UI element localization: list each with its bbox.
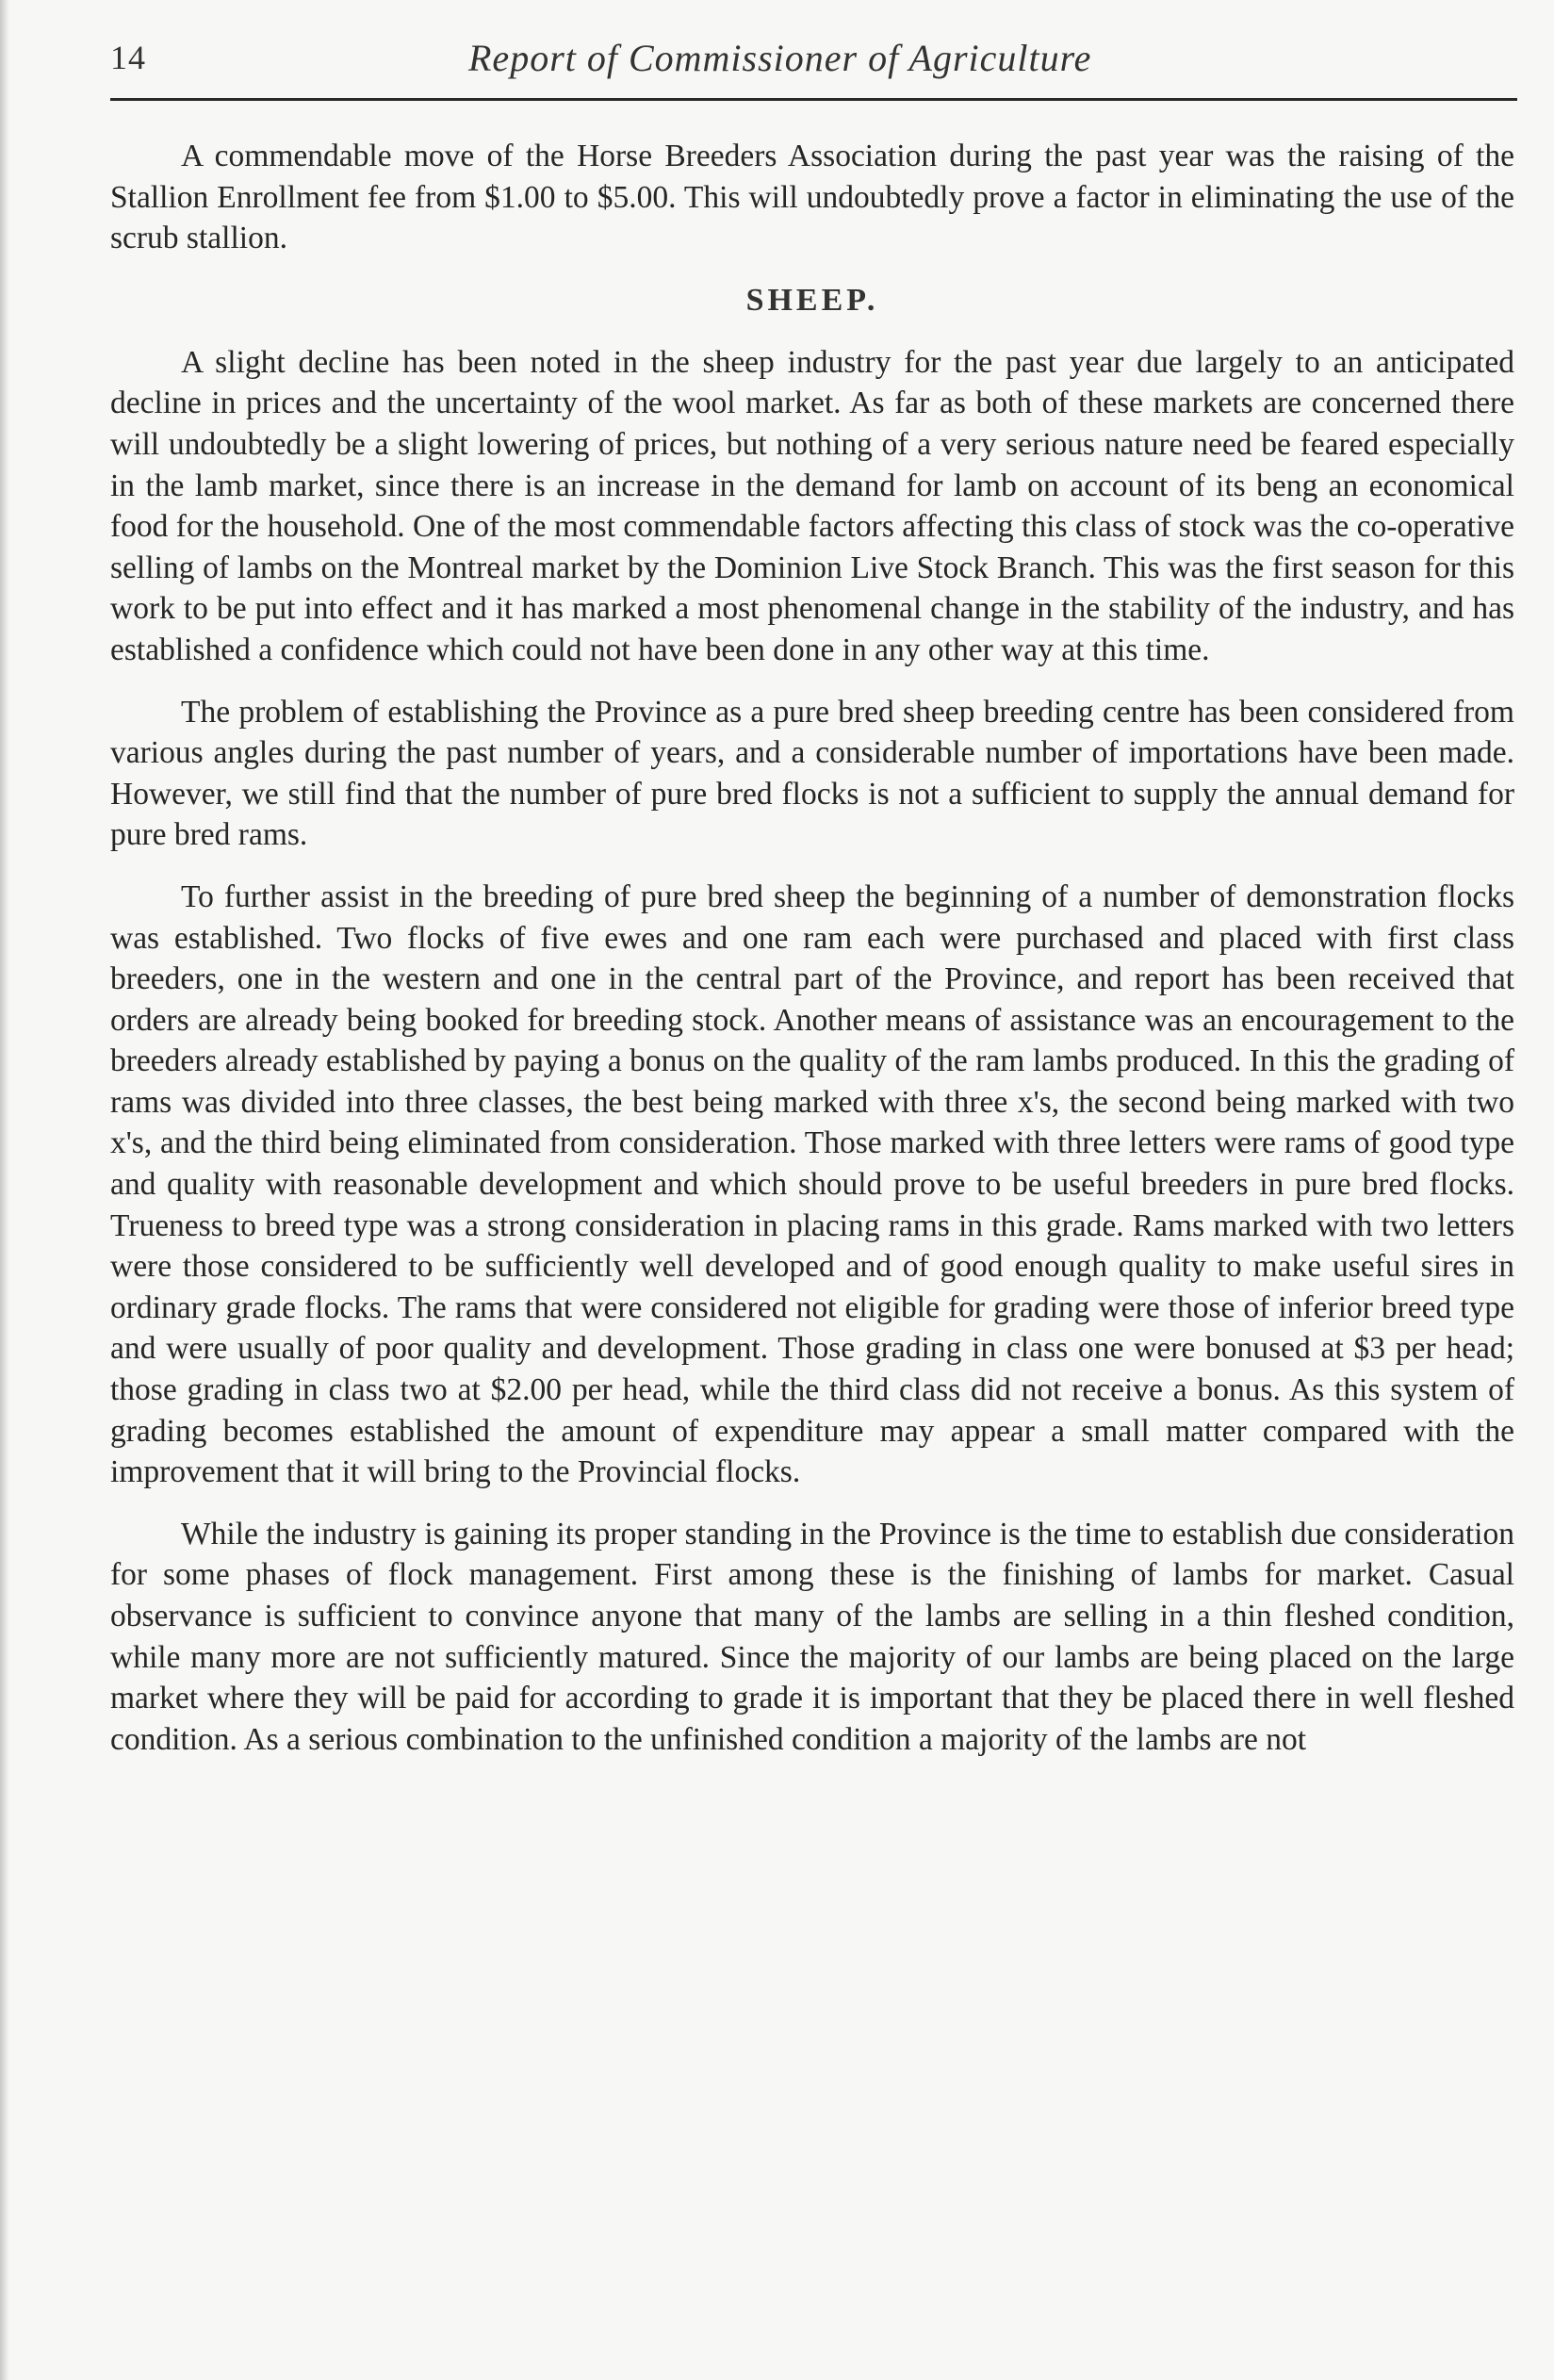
page-body [110, 136, 1514, 1781]
paragraph-sheep-decline: A slight decline has been noted in the sheep industry for the past year due largely to an anticipated decline in prices and the uncertainty of the wool market. As far as both of these markets are concerned there will undoubtedly be a slight lowering of prices, but nothing of a very serious nature need be feared especially in the lamb market, since there is an increase in the demand for lamb on account of its beng an economical food for the household. One of the most commendable factors affecting this class of stock was the co-operative selling of lambs on the Montreal market by the Dominion Live Stock Branch. This was the first season for this work to be put into effect and it has marked a most phenomenal change in the stability of the industry, and has established a confidence which could not have been done in any other way at this time. [110, 344, 1514, 667]
paragraph-horse-breeders: A commendable move of the Horse Breeders Association during the past year was the raising of the Stallion Enrollment fee from $1.00 to $5.00. This will undoubtedly prove a factor in eliminating the use of the scrub stallion. [110, 139, 1514, 256]
section-title-sheep: SHEEP. [745, 282, 879, 318]
paragraph-demonstration-flocks: To further assist in the breeding of pure bred sheep the beginning of a number of demonstration flocks was established. Two flocks of five ewes and one ram each were purchased and placed with first class breeders, one in the western and one in the central part of the Province, and report has been received that orders are already being booked for breeding stock. Another means of assistance was an encouragement to the breeders already established by paying a bonus on the quality of the ram lambs produced. In this the grading of rams was divided into three classes, the best being marked with three x's, the second being marked with two x's, and the third being eliminated from consideration. Those marked with three letters were rams of good type and quality with reasonable development and which should prove to be useful breeders in pure bred flocks. Trueness to breed type was a strong consideration in placing rams in this grade. Rams marked with two letters were those considered to be sufficiently well developed and of good enough quality to make useful sires in ordinary grade flocks. The rams that were considered not eligible for grading were those of inferior breed type and were usually of poor quality and development. Those grading in class one were bonused at $3 per head; those grading in class two at $2.00 per head, while the third class did not receive a bonus. As this system of grading becomes established the amount of expenditure may appear a small matter compared with the improvement that it will bring to the Provincial flocks. [110, 878, 1514, 1490]
running-head: Report of Commissioner of Agriculture [468, 37, 1092, 79]
header-rule [110, 98, 1517, 101]
page-edge-shadow [0, 0, 9, 2380]
paragraph-breeding-centre: The problem of establishing the Province as a pure bred sheep breeding centre has been considered from various angles during the past number of years, and a considerable number of importations have been made. However, we still find that the number of pure bred flocks is not a sufficient to supply the annual demand for pure bred rams. [110, 694, 1514, 853]
page-header [110, 32, 1514, 96]
paragraph-flock-management: While the industry is gaining its proper standing in the Province is the time to establish due consideration for some phases of flock management. First among these is the finishing of lambs for market. Casual observance is sufficient to convince anyone that many of the lambs are selling in a thin fleshed condition, while many more are not sufficiently matured. Since the majority of our lambs are being placed on the large market where they will be paid for according to grade it is important that they be placed there in well fleshed condition. As a serious combination to the unfinished condition a majority of the lambs are not [110, 1516, 1514, 1757]
page-number: 14 [110, 39, 146, 76]
